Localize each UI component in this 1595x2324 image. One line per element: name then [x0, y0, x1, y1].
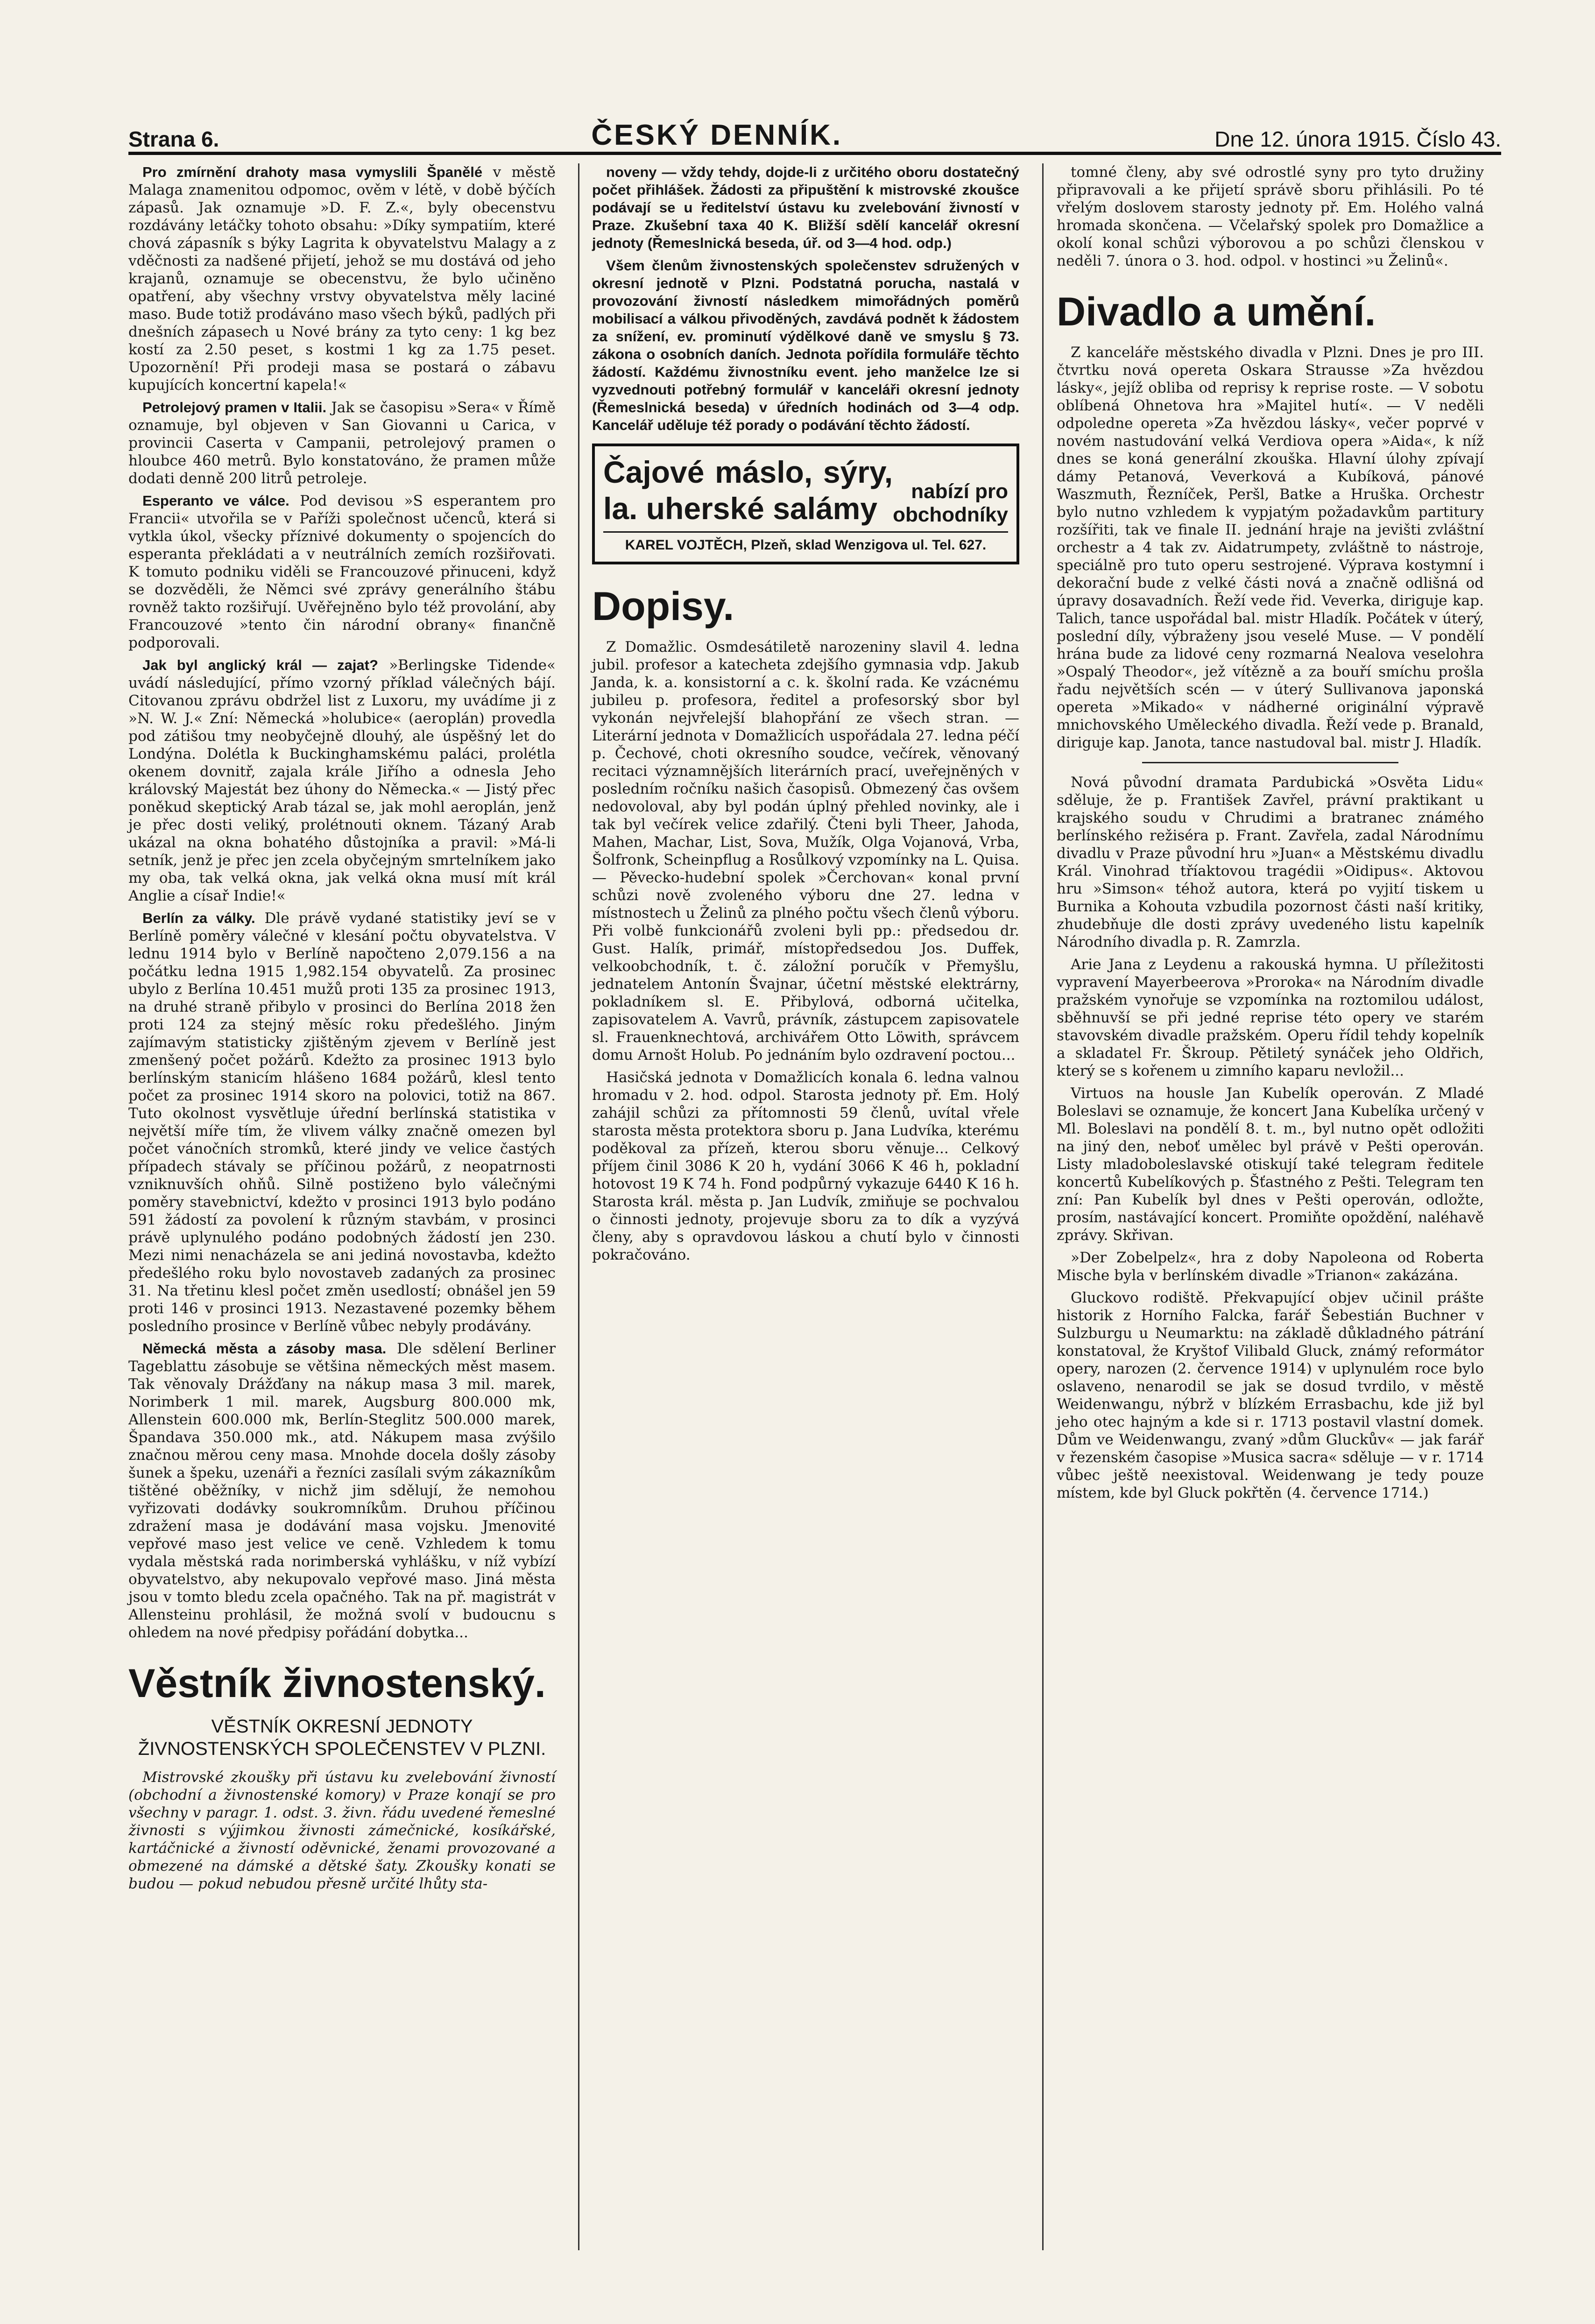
ad-headline: Čajové máslo, sýry, la. uherské salámy — [603, 455, 893, 526]
article-text: Dle sdělení Berliner Tageblattu zásobuje se většina německých měst masem. Tak věnovaly Drážďany na nákup masa 3 mil. marek, Norimberk 1 mil. marek, Augsburg 800.000 mk, Allenstein 600.000 mk, Berlín-Steglitz 500.000 marek, Špandava 350.000 mk., atd. Nákupem masa zvýšilo značnou měrou ceny masa. Mnohde docela došly zásoby šunek a špeku, uzenáři a řezníci zasílali svým zákazníkům tištěné oběžníky, v nichž jim sdělují, že nemohou vyřizovati dodávky soukromníkům. Druhou příčinou zdražení masa je dodávání masa vojsku. Jmenovité vepřové maso jest velice ve ceně. Vzhledem k tomu vydala městská rada norimberská vyhlášku, v níž vybízí obyvatelstvo, aby nekupovalo vepřové maso. Jiná města jsou v tomto bledu zcela opačného. Tak na př. magistrát v Allensteinu prohlásil, že možná svolí v budoucnu s ohledem na nové předpisy pořádání dobytka... — [128, 1340, 556, 1641]
page-number: Strana 6. — [128, 127, 219, 151]
article-text: noveny — vždy tehdy, dojde-li z určitého oboru dostatečný počet přihlášek. Žádosti za připuštění k mistrovské zkoušce podávají se u ředitelství ústavu ku zvelebování živností v Praze. Zkušební taxa 40 K. Bližší sdělí kancelář okresní jednoty (Řemeslnická beseda, úř. od 3—4 hod. odp.) — [592, 164, 1019, 251]
issue-date: Dne 12. února 1915. Číslo 43. — [1214, 127, 1501, 151]
divider — [1142, 762, 1398, 763]
section-title-divadlo: Divadlo a umění. — [1057, 289, 1376, 334]
section-title-dopisy: Dopisy. — [592, 584, 734, 629]
article-text: »Der Zobelpelz«, hra z doby Napoleona od Roberta Mische byla v berlínském divadle »Trianon« zakázána. — [1057, 1249, 1484, 1284]
article — [128, 163, 556, 394]
column-2 — [592, 163, 1019, 1268]
article-heading: Pro zmírnění drahoty masa vymyslili Španělé — [142, 164, 483, 180]
newspaper-title: ČESKÝ DENNÍK. — [591, 119, 843, 151]
section-subtitle: VĚSTNÍK OKRESNÍ JEDNOTY ŽIVNOSTENSKÝCH SPOLEČENSTEV V PLZNI. — [138, 1716, 546, 1759]
column-divider — [578, 163, 579, 2250]
article-text: Dle právě vydané statistiky jeví se v Berlíně poměry válečné v klesání počtu obyvatelstva. V lednu 1914 bylo v Berlíně napočteno 2,079.156 a na počátku ledna 1915 1,982.154 obyvatelů. Za prosinec ubylo z Berlína 10.451 mužů proti 135 za prosinec 1913, na druhé straně přibylo v prosinci do Berlína 2018 žen proti 124 za stejný měsíc roku předešlého. Jiným zajímavým statisticky zjištěným zjevem v Berlíně jest zmenšený počet požárů. Kdežto za prosinec 1913 bylo berlínským stanicím hlášeno 1684 požárů, klesl tento počet za prosinec 1914 skoro na polovici, totiž na 867. Tuto okolnost vysvětluje úřední berlínská statistika v největší míře tím, že vlivem války značně omezen byl počet vánočních stromků, které jindy ve velice častých případech stávaly se příčinou požárů, z neopatrnosti vzniknuvších ohňů. Silně postiženo bylo válečnými poměry stavebnictví, kdežto v prosinci 1913 bylo podáno 591 žádostí za povolení k různým stavbám, v prosinci právě uplynulého podáno podobných žádostí jen 230. Mezi nimi nenacházela se ani jediná novostavba, kdežto předešlého roku bylo novostaveb zadaných za prosinec 31. Na třetinu klesl počet změn usedlostí; obnášel jen 59 proti 146 v prosinci 1913. Nezastavené pozemky během posledního prosince v Berlíně vůbec nebyly prodávány. — [128, 910, 556, 1335]
masthead — [128, 110, 1501, 155]
article — [128, 1340, 556, 1641]
article-text: Arie Jana z Leydenu a rakouská hymna. U příležitosti vypravení Mayerbeerova »Proroka« na Národním divadle pražském vynořuje se vzpomínka na roztomilou událost, sběhnuvší se při jedné reprise této opery ve starém stavovském divadle pražském. Operu řídil tehdy kopelník a skladatel Fr. Škroup. Pětiletý synáček jeho Oldřich, který se s kořenem u zimního kaparu nevložil... — [1057, 956, 1484, 1079]
article-text: v městě Malaga znamenitou odpomoc, ověm v létě, v době býčích zápasů. Jak oznamuje »D. F. Z.«, byly obecenstvu rozdávány letáčky tohoto obsahu: »Díky sympatiím, které chová zápasník s býky Lagrita k obyvatelstvu Malagy a z vděčnosti za nadšené přijetí, jehož se mu dostává od jeho krajanů, oznamuje se obecenstvu, že bylo učiněno opatření, aby všechny vrstvy obyvatelstva měly laciné maso. Bude totiž prodáváno maso všech býků, padlých při dnešních zápasech u Nové brány za tyto ceny: 1 kg bez kostí za 2.50 peset, s kostmi 1 kg za 1.75 peset. Upozornění! Při prodeji masa se postará o zábavu kupujících koncertní kapela!« — [128, 164, 556, 394]
article-text: Hasičská jednota v Domažlicích konala 6. ledna valnou hromadu v 2. hod. odpol. Starosta jednoty př. Em. Holý zahájil schůzi za přítomnosti 59 členů, uvítal vřele starosta města protektora sboru p. Jana Ludvíka, kterému poděkoval za přízeň, kterou sboru věnuje... Celkový příjem činil 3086 K 20 h, vydání 3066 K 46 h, pokladní hotovost 19 K 74 h. Fond podpůrný vykazuje 6440 K 16 h. Starosta král. města p. Jan Ludvík, zmiňuje se pochvalou o činnosti jednoty, projevuje sboru za to dík a vyzývá členy, aby s opravdovou láskou a chutí bylo v činnosti pokračováno. — [592, 1069, 1019, 1263]
ad-footer: KAREL VOJTĚCH, Plzeň, sklad Wenzigova ul. Tel. 627. — [603, 531, 1008, 554]
article-text: Pod devisou »S esperantem pro Francii« utvořila se v Paříži společnost učenců, která si vytkla úkol, všecky příznivé dokumenty o spojencích do esperanta překládati a v neutrálních zemích rozšiřovati. K tomuto podniku viděli se Francouzové přinuceni, když se dozvěděli, že Němci své zprávy generálního štábu rovněž takto rozšiřují. Uvěřejněno bylo též provolání, aby Francouzové »tento čin národní obrany« finančně podporovali. — [128, 493, 556, 651]
column-1 — [128, 163, 556, 1897]
advertisement — [592, 444, 1019, 564]
section-title-vestnik: Věstník živnostenský. — [128, 1661, 546, 1706]
article-text: Virtuos na housle Jan Kubelík operován. Z Mladé Boleslavi se oznamuje, že koncert Jana Kubelíka určený v Ml. Boleslavi na pondělí 8. t. m., byl nutno opět odložiti na jiný den, neboť umělec byl právě v Pešti operován. Listy mladoboleslavské otiskují také telegram ředitele koncertů Kubelíkových p. Šťastného z Pešti. Telegram ten zní: Pan Kubelík byl dnes v Pešti operován, odložte, prosím, nastávající koncert. Promiňte opoždění, naléhavě zprávy. Skřivan. — [1057, 1085, 1484, 1244]
article-text: Z kanceláře městského divadla v Plzni. Dnes je pro III. čtvrtku nová opereta Oskara Strausse »Za hvězdou lásky«, jejíž obliba od reprisy k reprise roste. — V sobotu oblíbená Ohnetova hra »Majitel hutí«. — V neděli odpoledne opereta »Za hvězdou lásky«, večer poprvé v novém nastudování velká Verdiova opera »Aida«, k níž dnes se koná generální zkouška. Hlavní úlohy zpívají dámy Petanová, Veverková a Kubíková, pánové Waszmuth, Řezníček, Peršl, Batke a Hruška. Orchestr bylo nutno vzhledem k vypjatým požadavkům partitury rozšířiti, tak ve finale II. jednání hraje na jevišti zvláštní orchestr a 4 tak zv. Aidatrumpety, zvláštně to nástroje, speciálně pro tuto operu sestrojené. Výprava kostymní i dekorační bude z velké části nová a značně odlišná od úpravy dosavadních. Řeží vede řid. Veverka, diriguje kap. Talich, tance uspořádal bal. mistr Hladík. Počátek v úterý, poslední díly, výbraženy jsou veselé Muse. — V pondělí hrána bude za lidové ceny rozmarná Nealova veselohra »Ospalý Theodor«, jež vítězně a za bouří smíchu prošla řadu největších scén — v úterý Sullivanova japonská opereta »Mikado« v nádherné originální výpravě mnichovského Uměleckého divadla. Řeží vede p. Branald, diriguje kap. Janota, tance nastudoval bal. mistr J. Hladík. — [1057, 344, 1484, 751]
article — [128, 656, 556, 905]
article-heading: Berlín za války. — [142, 910, 255, 926]
article-heading: Jak byl anglický král — zajat? — [142, 657, 378, 673]
column-divider — [1042, 163, 1044, 2250]
article-text: Všem členům živnostenských společenstev sdružených v okresní jednotě v Plzni. Podstatná porucha, nastalá v provozování živností následkem mimořádných poměrů mobilisací a válkou přivoděných, zavdává podnět k žádostem za snížení, ev. prominutí výdělkové daně ve smyslu § 73. zákona o osobních daních. Jednota pořídila formuláře těchto žádostí. Každému živnostníku event. jeho manželce lze si vyzvednouti potřebný formulář v kanceláři okresní jednoty (Řemeslnická beseda) v úředních hodinách od 3—4 odp. Kancelář uděluje též porady o podávání těchto žádostí. — [592, 257, 1019, 433]
article — [128, 909, 556, 1335]
article — [128, 399, 556, 487]
article-text: tomné členy, aby své odrostlé syny pro tyto družiny připravovali a ke přijetí správě sboru přihlásili. Po té vřelým doslovem starosty jednoty př. Em. Holého valná hromada skončena. — Včelařský spolek pro Domažlice a okolí konal schůzi výborovou a po schůzi členskou v neděli 7. února o 3. hod. odpol. v hostinci »u Želinů«. — [1057, 164, 1484, 269]
article-heading: Petrolejový pramen v Italii. — [142, 399, 327, 416]
article-text: »Berlingske Tidende« uvádí následující, přímo vzorný příklad válečných bájí. Citovanou zprávu obdržel list z Luxoru, my uvádíme ji z »N. W. J.« Zní: Německá »holubice« (aeroplán) provedla pod zátišou tmy neobyčejně dlouhý, ale úspěšný let do Londýna. Dolétla k Buckinghamskému paláci, prolétla okenem dovnitř, zajala krále Jiřího a odnesla Jeho královský Majestát bez úhony do Německa.« — Jistý přec poněkud skeptický Arab tázal se, jak mohl aeroplán, jenž je přec dosti veliký, prolétnouti oknem. Tázaný Arab ukázal na okna bohatého důstojníka a pravil: »Má-li setník, jenž je přec jen zcela obyčejným smrtelníkem jako my oba, tak velká okna, jak velká okna musí mít král Anglie a císař Indie!« — [128, 657, 556, 904]
column-3 — [1057, 163, 1484, 1507]
article-heading: Esperanto ve válce. — [142, 493, 289, 509]
article-text: Jak se časopisu »Sera« v Římě oznamuje, byl objeven v San Giovanni u Carica, v provincii Caserta v Campanii, petrolejový pramen o hloubce 460 metrů. Bylo konstatováno, že pramen může dodati denně 200 litrů petroleje. — [128, 399, 556, 487]
article-text: Mistrovské zkoušky při ústavu ku zvelebování živností (obchodní a živnostenské komory) v Praze konají se pro všechny v paragr. 1. odst. 3. živn. řádu uvedené řemeslné živnosti s výjimkou živnosti zámečnické, kosíkářské, kartáčnické a živností oděvnické, ženami provozované a obmezené na dámské a dětské šaty. Zkoušky konati se budou — pokud nebudou přesně určité lhůty sta- — [128, 1769, 556, 1892]
article — [128, 492, 556, 652]
ad-tagline: nabízí pro obchodníky — [893, 480, 1008, 526]
article-text: Gluckovo rodiště. Překvapující objev učinil prášte historik z Horního Falcka, farář Šebestián Buchner v Sulzburgu u Neumarktu: na základě důkladného pátrání konstatoval, že Kryštof Vilibald Gluck, známý reformátor opery, narozen (2. července 1914) v uplynulém roce bylo oslaveno, nenarodil se jak se dosud tvrdilo, v městě Weidenwangu, nýbrž v blízkém Errasbachu, kde již byl jeho otec hajným a kde si r. 1713 postavil vlastní domek. Dům ve Weidenwangu, zvaný »dům Gluckův« — jak farář v řezenském časopise »Musica sacra« sděluje — v r. 1714 vůbec ještě neexistoval. Weidenwang je tedy pouze místem, kde byl Gluck pokřtěn (4. července 1714.) — [1057, 1289, 1484, 1501]
article-heading: Německá města a zásoby masa. — [142, 1340, 387, 1357]
article-text: Nová původní dramata Pardubická »Osvěta Lidu« sděluje, že p. František Zavřel, právní praktikant u krajského soudu v Chrudimi a bratranec známého berlínského režiséra p. Frant. Zavřela, zadal Národnímu divadlu v Praze původní hru »Juan« a Městskému divadlu Král. Vinohrad tříaktovou tragédii »Oidipus«. Aktovou hru »Simson« téhož autora, která po vyjití tiskem u Burnika a Kohouta vzbudila pozornost části naší kritiky, zhudebňuje dle dosti zprávy uvedeného listu kapelník Národního divadla p. R. Zamrzla. — [1057, 774, 1484, 951]
article-text: Z Domažlic. Osmdesátiletě narozeniny slavil 4. ledna jubil. profesor a katecheta zdejšího gymnasia vdp. Jakub Janda, k. a. konsistorní a c. k. školní rada. Ke vzácnému jubileu p. profesora, ředitel a profesorský sbor byl vykonán nejvřelejší blahopřání ze všech stran. — Literární jednota v Domažlicích uspořádala 27. ledna péčí p. Čechové, choti okresního soudce, večírek, věnovaný recitaci významnějších literárních prací, uveřejněných v posledním ročníku našich časopisů. Obmezený čas ovšem nedovoloval, aby byl podán úplný přehled novinky, ale i tak byl večírek velice zdařilý. Čteni byli Theer, Jahoda, Mahen, Machar, List, Sova, Mužík, Olga Vojanová, Vrba, Šolfronk, Scheinpflug a Rosůlkový vzpomínky na L. Quisa. — Pěvecko-hudební spolek »Čerchovan« konal první schůzi nově zvoleného výboru dne 27. ledna v místnostech u Želinů za plného počtu všech členů výboru. Při volbě funkcionářů zvoleni byli pp.: předsedou dr. Gust. Halík, primář, místopředsedou Jos. Duffek, velkoobchodník, t. č. záložní poručík v Přemyšlu, jednatelem Antonín Švajnar, účetní městské elektrárny, pokladníkem sl. E. Přibylová, odborná učitelka, zapisovatelem A. Vavrů, právník, zástupcem zapisovatele sl. Frauenknechtová, archivářem Otto Löwith, správcem domu Arnošt Holub. Po jednáním bylo ozdravení poctou... — [592, 639, 1019, 1063]
